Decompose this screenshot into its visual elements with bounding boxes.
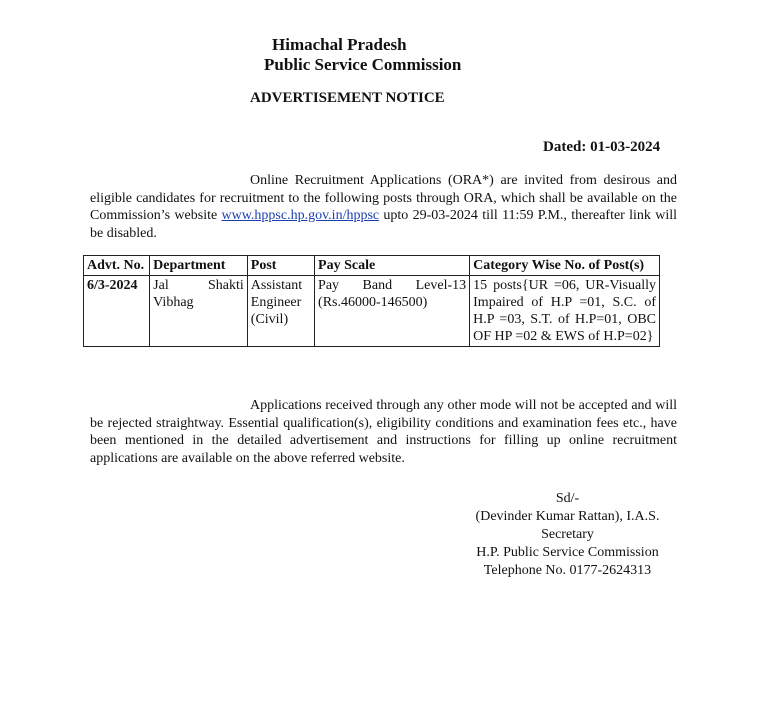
header-advt-no: Advt. No.	[84, 256, 150, 276]
signatory-name: (Devinder Kumar Rattan), I.A.S.	[475, 509, 660, 524]
website-link[interactable]: www.hppsc.hp.gov.in/hppsc	[221, 208, 380, 223]
header-pay-scale: Pay Scale	[315, 256, 470, 276]
signature-block	[460, 490, 675, 580]
signatory-designation: Secretary	[541, 527, 594, 542]
header-post: Post	[247, 256, 314, 276]
closing-paragraph: Applications received through any other mode will not be accepted and will be rejected straightway. Essential qualification(s), eligibility conditions and examination fees etc., have been mentioned in the detailed advertisement and instructions for filling up online recruitment applications are available on the above referred website.	[90, 398, 677, 466]
table-header-row	[84, 256, 660, 276]
org-name-line2: Public Service Commission	[264, 55, 462, 74]
cell-post: Assistant Engineer (Civil)	[247, 276, 314, 347]
signatory-office: H.P. Public Service Commission	[476, 545, 659, 560]
page-title: ADVERTISEMENT NOTICE	[250, 90, 445, 106]
org-name-line1: Himachal Pradesh	[272, 35, 407, 54]
intro-text-start: Online Recruitment Applications (ORA*) are invited from desirous and eligible candidates for recruitment to the following posts through ORA, which shall be available on the Commission’s website	[90, 173, 677, 223]
notice-date: Dated: 01-03-2024	[543, 139, 661, 155]
header-department: Department	[150, 256, 248, 276]
intro-paragraph	[90, 172, 677, 242]
table-row	[84, 276, 660, 347]
posts-table	[83, 255, 660, 347]
cell-category-posts: 15 posts{UR =06, UR-Visually Impaired of H.P =01, S.C. of H.P =03, S.T. of H.P=01, OBC OF HP =02 & EWS of H.P=02}	[470, 276, 660, 347]
cell-pay-scale: Pay Band Level-13 (Rs.46000-146500)	[315, 276, 470, 347]
header-category-posts: Category Wise No. of Post(s)	[470, 256, 660, 276]
signatory-telephone: Telephone No. 0177-2624313	[483, 563, 652, 578]
intro-text-end: upto 29-03-2024 till 11:59 P.M., thereafter link will be disabled.	[90, 208, 677, 241]
signature-sd: Sd/-	[555, 491, 580, 506]
cell-department: Jal Shakti Vibhag	[150, 276, 248, 347]
cell-advt-no: 6/3-2024	[84, 276, 150, 347]
